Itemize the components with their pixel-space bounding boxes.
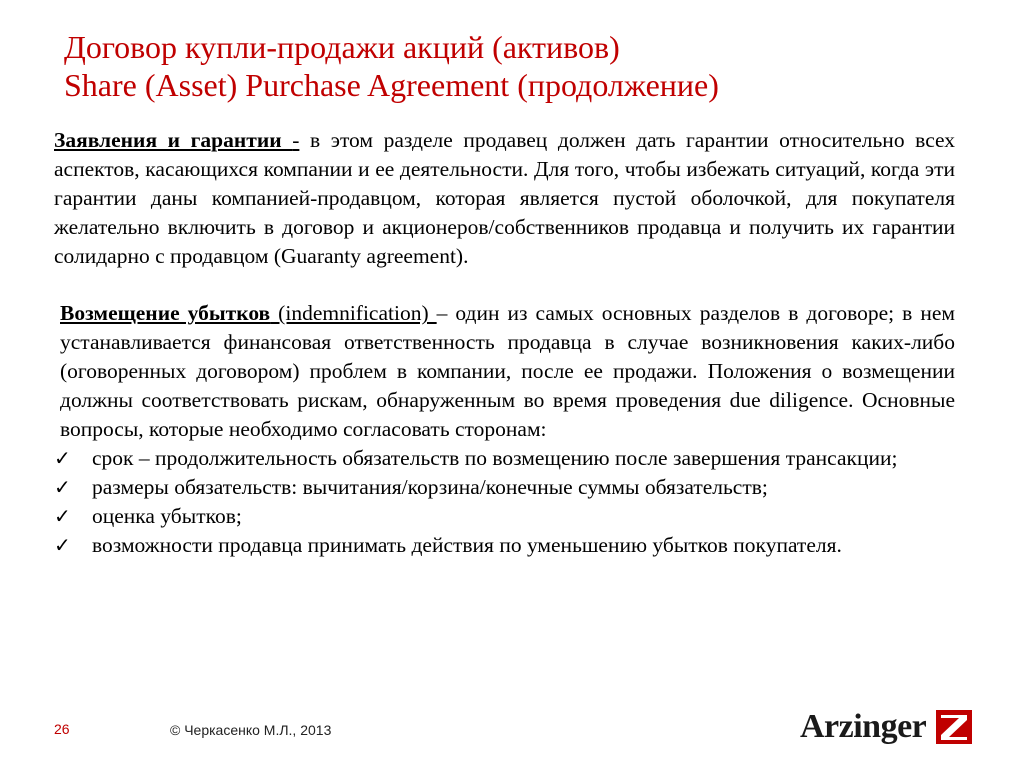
list-item [54, 473, 955, 502]
term-indemnification-en: (indemnification) [270, 301, 437, 325]
term-indemnification: Возмещение убытков [60, 301, 271, 325]
page-number: 26 [54, 721, 70, 737]
checkmark-icon: ✓ [54, 446, 71, 470]
bullet-text: оценка убытков; [92, 504, 242, 528]
checkmark-icon: ✓ [54, 504, 71, 528]
bullet-text: размеры обязательств: вычитания/корзина/конечные суммы обязательств; [92, 475, 768, 499]
bullet-text: срок – продолжительность обязательств по возмещению после завершения трансакции; [92, 446, 898, 470]
logo-mark-icon [936, 710, 972, 744]
paragraph-representations [54, 126, 955, 271]
term-representations: Заявления и гарантии [54, 128, 293, 152]
copyright-notice: © Черкасенко М.Л., 2013 [170, 722, 332, 738]
checkmark-icon: ✓ [54, 475, 71, 499]
list-item [54, 502, 955, 531]
paragraph-representations-text: в этом разделе продавец должен дать гарантии относительно всех аспектов, касающихся компании и ее деятельности. Для того, чтобы избежать ситуаций, когда эти гарантии даны компанией-продавцом, которая является пустой оболочкой, для покупателя желательно включить в договор и акционеров/собственников продавца и получить их гарантии солидарно с продавцом (Guaranty agreement). [54, 128, 956, 268]
bullet-text: возможности продавца принимать действия по уменьшению убытков покупателя. [92, 533, 842, 557]
list-item [54, 444, 955, 473]
paragraph-indemnification-text: – один из самых основных разделов в договоре; в нем устанавливается финансовая ответственность продавца в случае возникновения каких-либо (оговоренных договором) проблем в компании, после ее продажи. Положения о возмещении должны соответствовать рискам, обнаруженным во время проведения due diligence. Основные вопросы, которые необходимо согласовать сторонам: [60, 301, 956, 441]
arzinger-logo [800, 706, 980, 752]
paragraph-indemnification [54, 299, 955, 444]
list-item [54, 531, 955, 560]
slide-title [64, 28, 964, 104]
term-dash: - [292, 128, 300, 152]
checkmark-icon: ✓ [54, 533, 71, 557]
logo-text: Arzinger [800, 708, 927, 745]
title-line-2: Share (Asset) Purchase Agreement (продолжение) [64, 67, 719, 103]
spacer [54, 271, 955, 299]
title-line-1: Договор купли-продажи акций (активов) [64, 29, 620, 65]
slide-body [54, 126, 955, 560]
